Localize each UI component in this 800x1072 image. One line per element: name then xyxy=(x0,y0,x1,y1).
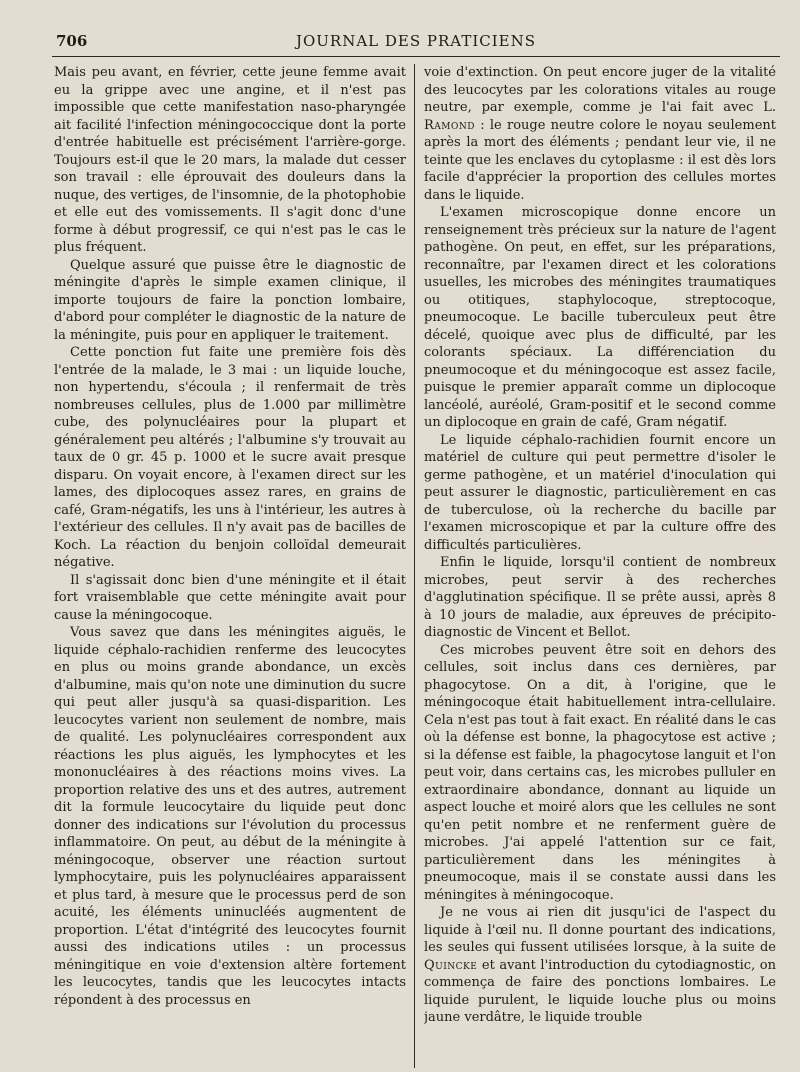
text-run: : le rouge neutre colore le noyau seulement après la mort des éléments ; pendant leur vie, il ne teinte que les enclaves du cytoplasme : il est dès lors facile d'apprécier la proportion des cellules mortes dans le liquide. xyxy=(424,117,776,203)
paragraph: L'examen microscopique donne encore un renseignement très précieux sur la nature de l'agent pathogène. On peut, en effet, sur les préparations, reconnaître, par l'examen direct et les colorations usuelles, les microbes des méningites traumatiques ou otitiques, staphylocoque, streptocoque, pneumocoque. Le bacille tuberculeux peut être décelé, quoique avec plus de difficulté, par les colorants spéciaux. La différenciation du pneumocoque et du méningocoque est assez facile, puisque le premier apparaît comme un diplocoque lancéolé, auréolé, Gram-positif et le second comme un diplocoque en grain de café, Gram négatif. xyxy=(424,205,776,430)
paragraph: Quelque assuré que puisse être le diagnostic de méningite d'après le simple examen clinique, il importe toujours de faire la ponction lombaire, d'abord pour compléter le diagnostic de la nature de la méningite, puis pour en appliquer le traitement. xyxy=(54,257,406,343)
paragraph: Ces microbes peuvent être soit en dehors des cellules, soit inclus dans ces dernières, par phagocytose. On a dit, à l'origine, que le méningocoque était habituellement intra-cellulaire. Cela n'est pas tout à fait exact. En réalité dans le cas où la défense est bonne, la phagocytose est active ; si la défense est faible, la phagocytose languit et l'on peut voir, dans certains cas, les microbes pulluler en extraordinaire abondance, donnant au liquide un aspect louche et moiré alors que les cellules ne sont qu'en petit nombre et ne renferment guère de microbes. J'ai appelé l'attention sur ce fait, particulièrement dans les méningites à pneumocoque, mais il se constate aussi dans les méningites à méningocoque. xyxy=(424,642,776,903)
paragraph: Mais peu avant, en février, cette jeune femme avait eu la grippe avec une angine, et il n'est pas impossible que cette manifestation naso-pharyngée ait facilité l'infection méningococcique dont la porte d'entrée habituelle est précisément l'arrière-gorge. Toujours est-il que le 20 mars, la malade dut cesser son travail : elle éprouvait des douleurs dans la nuque, des vertiges, de l'insomnie, de la photophobie et elle eut des vomissements. Il s'agit donc d'une forme à début progressif, ce qui n'est pas le cas le plus fréquent. xyxy=(54,65,406,255)
paragraph xyxy=(424,904,776,1027)
column-divider xyxy=(414,64,415,1068)
page-header xyxy=(52,30,780,57)
text-run: Je ne vous ai rien dit jusqu'ici de l'aspect du liquide à l'œil nu. Il donne pourtant des indications, les seules qui fussent utilisées lorsque, à la suite de xyxy=(424,905,776,955)
paragraph: Vous savez que dans les méningites aiguës, le liquide céphalo-rachidien renferme des leucocytes en plus ou moins grande abondance, un excès d'albumine, mais qu'on note une diminution du sucre qui peut aller jusqu'à sa quasi-disparition. Les leucocytes varient non seulement de nombre, mais de qualité. Les polynucléaires correspondent aux réactions les plus aiguës, les lymphocytes et les mononucléaires à des réactions moins vives. La proportion relative des uns et des autres, autrement dit la formule leucocytaire du liquide peut donc donner des indications sur l'évolution du processus inflammatoire. On peut, au début de la méningite à méningocoque, observer une réaction surtout lymphocytaire, puis les polynucléaires apparaissent et plus tard, à mesure que le processus perd de son acuité, les éléments uninucléés augmentent de proportion. L'état d'intégrité des leucocytes fournit aussi des indications utiles : un processus méningitique en voie d'extension altère fortement les leucocytes, tandis que les leucocytes intacts répondent à des processus en xyxy=(54,625,406,1008)
text-run: voie d'extinction. On peut encore juger de la vitalité des leucocytes par les colorations vitales au rouge neutre, par exemple, comme je l'ai fait avec L. xyxy=(424,65,776,115)
running-title: JOURNAL DES PRATICIENS xyxy=(295,32,537,50)
author-name: Quincke xyxy=(424,957,478,973)
paragraph: Enfin le liquide, lorsqu'il contient de nombreux microbes, peut servir à des recherches d'agglutination spécifique. Il se prête aussi, après 8 à 10 jours de maladie, aux épreuves de précipito-diagnostic de Vincent et Bellot. xyxy=(424,555,776,640)
paragraph: Il s'agissait donc bien d'une méningite et il était fort vraisemblable que cette méningite avait pour cause la méningocoque. xyxy=(54,572,406,623)
paragraph: Le liquide céphalo-rachidien fournit encore un matériel de culture qui peut permettre d'isoler le germe pathogène, et un matériel d'inoculation qui peut assurer le diagnostic, particulièrement en cas de tuberculose, où la recherche du bacille par l'examen microscopique et par la culture offre des difficultés particulières. xyxy=(424,432,776,553)
page-number: 706 xyxy=(56,32,88,50)
right-column xyxy=(424,64,776,1064)
paragraph xyxy=(424,64,776,204)
paragraph: Cette ponction fut faite une première fois dès l'entrée de la malade, le 3 mai : un liquide louche, non hypertendu, s'écoula ; il renfermait de très nombreuses cellules, plus de 1.000 par millimètre cube, des polynucléaires pour la plupart et généralement peu altérés ; l'albumine s'y trouvait au taux de 0 gr. 45 p. 1000 et le sucre avait presque disparu. On voyait encore, à l'examen direct sur les lames, des diplocoques assez rares, en grains de café, Gram-négatifs, les uns à l'intérieur, les autres à l'extérieur des cellules. Il n'y avait pas de bacilles de Koch. La réaction du benjoin colloïdal demeurait négative. xyxy=(54,345,406,570)
author-name: Ramond xyxy=(424,117,475,133)
left-column xyxy=(54,64,406,1064)
text-run: et avant l'introduction du cytodiagnostic, on commença de faire des ponctions lombaires. Le liquide purulent, le liquide louche plus ou moins jaune verdâtre, le liquide trouble xyxy=(424,957,776,1025)
